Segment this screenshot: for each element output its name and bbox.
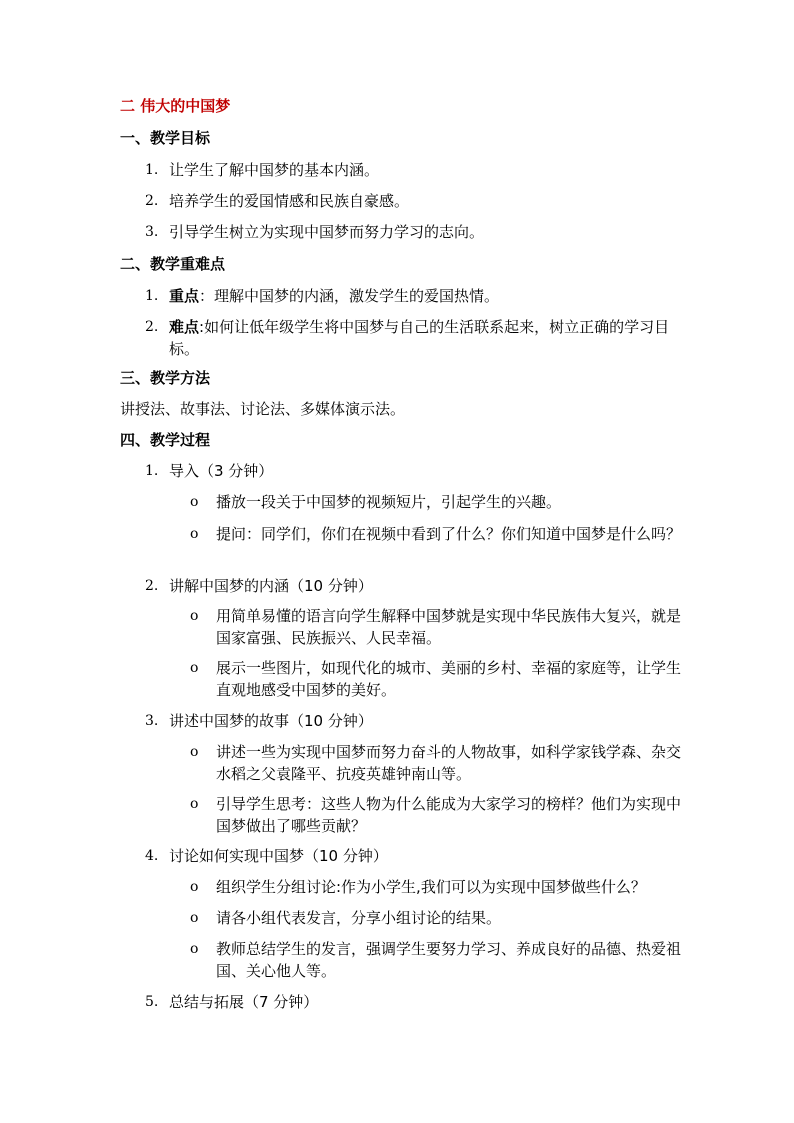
list-text: 引导学生树立为实现中国梦而努力学习的志向。: [169, 223, 485, 241]
bullet-marker: o: [190, 941, 199, 957]
methods-body: 讲授法、故事法、讨论法、多媒体演示法。: [120, 400, 406, 418]
key-text: ：理解中国梦的内涵，激发学生的爱国热情。: [199, 287, 500, 305]
list-text: 培养学生的爱国情感和民族自豪感。: [169, 192, 410, 210]
list-number: 1.: [145, 288, 159, 304]
sub-text: 请各小组代表发言，分享小组讨论的结果。: [216, 909, 502, 927]
sub-text: 教师总结学生的发言，强调学生要努力学习、养成良好的品德、热爱祖国、关心他人等。: [216, 940, 682, 980]
sub-text: 展示一些图片，如现代化的城市、美丽的乡村、幸福的家庭等，让学生直观地感受中国梦的美好。: [216, 659, 682, 699]
list-number: 5.: [145, 994, 159, 1010]
step-label: 讲述中国梦的故事（10 分钟）: [169, 712, 373, 730]
sub-text: 组织学生分组讨论:作为小学生,我们可以为实现中国梦做些什么？: [216, 878, 646, 896]
bullet-marker: o: [190, 879, 199, 895]
step-label: 导入（3 分钟）: [169, 462, 274, 480]
bullet-marker: o: [190, 608, 199, 624]
section-heading-process: 四、教学过程: [120, 431, 211, 449]
list-number: 3.: [145, 224, 159, 240]
sub-text: 引导学生思考：这些人物为什么能成为大家学习的榜样？他们为实现中国梦做出了哪些贡献？: [216, 795, 682, 835]
bullet-marker: o: [190, 660, 199, 676]
section-heading-objectives: 一、教学目标: [120, 129, 211, 147]
sub-text: 用简单易懂的语言向学生解释中国梦就是实现中华民族伟大复兴，就是国家富强、民族振兴、人民幸福。: [216, 607, 682, 647]
sub-text: 讲述一些为实现中国梦而努力奋斗的人物故事，如科学家钱学森、杂交水稻之父袁隆平、抗疫英雄钟南山等。: [216, 743, 682, 783]
sub-text: 提问：同学们，你们在视频中看到了什么？你们知道中国梦是什么吗？: [216, 525, 682, 543]
key-text: :如何让低年级学生将中国梦与自己的生活联系起来，树立正确的学习目标。: [169, 318, 670, 358]
sub-text: 播放一段关于中国梦的视频短片，引起学生的兴趣。: [216, 493, 562, 511]
step-label: 讲解中国梦的内涵（10 分钟）: [169, 577, 373, 595]
list-number: 1.: [145, 162, 159, 178]
list-text: [169, 316, 685, 360]
list-number: 2.: [145, 319, 159, 335]
list-number: 2.: [145, 193, 159, 209]
section-heading-methods: 三、教学方法: [120, 369, 211, 387]
section-heading-key-points: 二、教学重难点: [120, 255, 226, 273]
step-label: 讨论如何实现中国梦（10 分钟）: [169, 847, 388, 865]
key-label: 重点: [169, 287, 200, 305]
list-text: [169, 285, 685, 307]
bullet-marker: o: [190, 494, 199, 510]
bullet-marker: o: [190, 910, 199, 926]
list-number: 2.: [145, 578, 159, 594]
bullet-marker: o: [190, 796, 199, 812]
list-number: 3.: [145, 713, 159, 729]
list-number: 1.: [145, 463, 159, 479]
list-text: 让学生了解中国梦的基本内涵。: [169, 161, 380, 179]
list-number: 4.: [145, 848, 159, 864]
step-label: 总结与拓展（7 分钟）: [169, 993, 319, 1011]
bullet-marker: o: [190, 744, 199, 760]
key-label: 难点: [169, 318, 200, 336]
bullet-marker: o: [190, 526, 199, 542]
document-title: 二 伟大的中国梦: [120, 97, 231, 115]
